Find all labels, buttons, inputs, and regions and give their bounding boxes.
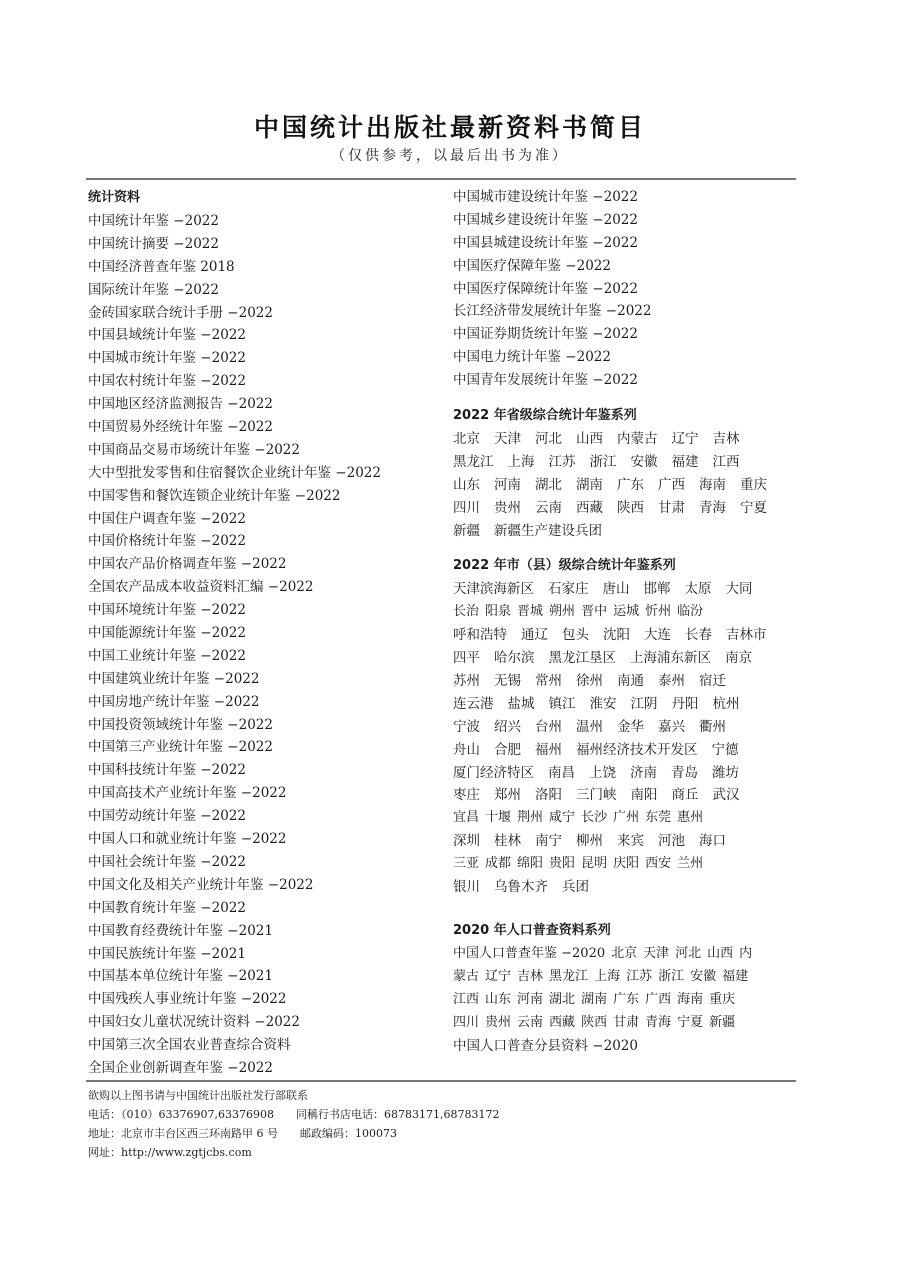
region-name: 福建: [722, 968, 749, 984]
region-row: [453, 716, 803, 739]
left-column: [88, 186, 438, 1080]
list-item: 中国工业统计年鉴 −2022: [88, 647, 246, 664]
region-name: 通辽: [521, 627, 548, 644]
page-subtitle: （仅供参考，以最后出书为准）: [331, 148, 569, 164]
region-name: 长春: [685, 627, 712, 644]
list-item: 中国科技统计年鉴 −2022: [88, 762, 246, 779]
region-name: 河北: [675, 945, 702, 961]
list-item: 中国民族统计年鉴 −2021: [88, 945, 246, 962]
region-row: [453, 739, 803, 762]
region-row: [453, 474, 803, 497]
region-name: 山西: [707, 945, 734, 961]
region-name: 无锡: [494, 673, 521, 690]
list-item: 全国农产品成本收益资料汇编 −2022: [88, 579, 314, 596]
region-name: 山西: [576, 431, 603, 448]
region-name: 海南: [677, 991, 704, 1007]
region-name: 十堰: [485, 810, 512, 826]
list-item: 中国投资领域统计年鉴 −2022: [88, 716, 273, 733]
region-name: 青海: [699, 499, 726, 516]
region-name: 郑州: [494, 787, 521, 804]
region-name: 新疆: [453, 522, 480, 539]
census-series-heading: 2020 年人口普查资料系列: [453, 922, 611, 938]
list-item: 中国城乡建设统计年鉴 −2022: [453, 211, 638, 228]
region-name: 江西: [712, 453, 740, 470]
top-divider: [86, 178, 796, 180]
region-name: 三亚: [453, 856, 480, 872]
right-column: [453, 186, 803, 1057]
region-name: 泰州: [658, 673, 685, 690]
region-name: 黑龙江: [549, 968, 589, 984]
region-name: 大连: [644, 627, 671, 644]
region-name: 衢州: [699, 718, 726, 735]
region-row: [453, 784, 803, 807]
region-row: [453, 1012, 803, 1035]
region-name: 南昌: [548, 764, 575, 781]
list-item: 中国基本单位统计年鉴 −2021: [88, 968, 273, 985]
list-item: 中国统计摘要 −2022: [88, 235, 219, 252]
list-item: 中国城市统计年鉴 −2022: [88, 350, 246, 367]
region-name: 南京: [725, 650, 752, 667]
list-item: 中国电力统计年鉴 −2022: [453, 349, 611, 366]
region-row: [453, 1035, 803, 1058]
list-item: 金砖国家联合统计手册 −2022: [88, 304, 273, 321]
region-name: 湖南: [581, 991, 608, 1007]
region-name: 乌鲁木齐: [494, 879, 548, 896]
region-name: 安徽: [690, 968, 717, 984]
region-name: 江阴: [630, 695, 658, 712]
region-name: 河南: [517, 991, 544, 1007]
region-name: 嘉兴: [658, 718, 685, 735]
region-name: 天津: [494, 431, 521, 448]
list-item: 中国房地产统计年鉴 −2022: [88, 693, 260, 710]
region-name: 四平: [453, 650, 480, 667]
list-item: 中国农产品价格调查年鉴 −2022: [88, 556, 287, 573]
list-item: 中国残疾人事业统计年鉴 −2022: [88, 991, 287, 1008]
region-name: 辽宁: [485, 968, 512, 984]
region-row: [453, 989, 803, 1012]
region-name: 新疆生产建设兵团: [494, 522, 602, 539]
region-name: 蒙古: [453, 968, 480, 984]
list-item: 中国人口和就业统计年鉴 −2022: [88, 831, 287, 848]
region-name: 济南: [630, 764, 657, 781]
list-item: 中国经济普查年鉴 2018: [88, 258, 235, 275]
region-name: 吉林市: [726, 627, 767, 644]
list-item: 中国环境统计年鉴 −2022: [88, 602, 246, 619]
region-name: 宁波: [453, 718, 480, 735]
region-name: 内蒙古: [617, 431, 658, 448]
list-item: 中国教育经费统计年鉴 −2021: [88, 922, 273, 939]
region-name: 宿迁: [699, 673, 726, 690]
list-item: 中国社会统计年鉴 −2022: [88, 853, 246, 870]
region-name: 宜昌: [453, 810, 480, 826]
region-name: 浙江: [658, 968, 685, 984]
region-name: 晋中: [581, 604, 608, 620]
region-name: 石家庄: [548, 581, 589, 598]
list-item: 中国住户调查年鉴 −2022: [88, 510, 246, 527]
region-name: 桂林: [494, 833, 521, 850]
list-item: 大中型批发零售和住宿餐饮企业统计年鉴 −2022: [88, 464, 381, 481]
region-name: 杭州: [712, 695, 740, 712]
region-name: 台州: [535, 718, 562, 735]
region-name: 云南: [535, 499, 562, 516]
region-name: 西安: [645, 856, 672, 872]
region-name: 常州: [535, 673, 562, 690]
region-name: 宁夏: [740, 499, 767, 516]
region-name: 福州经济技术开发区: [576, 741, 698, 758]
region-name: 东莞: [645, 810, 672, 826]
region-row: [453, 693, 803, 716]
address: 地址：北京市丰台区西三环南路甲 6 号: [88, 1127, 278, 1140]
list-item: 中国零售和餐饮连锁企业统计年鉴 −2022: [88, 487, 341, 504]
region-name: 江西: [453, 991, 480, 1007]
region-name: 贵阳: [549, 856, 576, 872]
region-name: 枣庄: [453, 787, 480, 804]
region-name: 宁德: [711, 741, 739, 758]
footer: [88, 1086, 808, 1162]
list-item: 中国证券期货统计年鉴 −2022: [453, 326, 638, 343]
region-name: 临汾: [677, 604, 704, 620]
region-name: 重庆: [740, 476, 767, 493]
region-name: 福建: [671, 453, 699, 470]
region-name: 河池: [658, 833, 685, 850]
region-name: 广州: [613, 810, 640, 826]
region-name: 南宁: [535, 833, 562, 850]
region-name: 哈尔滨: [494, 650, 535, 667]
region-name: 吉林: [517, 968, 544, 984]
region-name: 河北: [535, 431, 562, 448]
region-name: 辽宁: [671, 431, 699, 448]
list-item: 中国商品交易市场统计年鉴 −2022: [88, 441, 300, 458]
contact-note: 欲购以上图书请与中国统计出版社发行部联系: [88, 1089, 308, 1102]
region-name: 武汉: [712, 787, 740, 804]
region-name: 合肥: [494, 741, 521, 758]
region-name: 厦门经济特区: [453, 764, 534, 781]
region-name: 四川: [453, 1014, 480, 1030]
region-name: 徐州: [576, 673, 603, 690]
region-name: 绵阳: [517, 856, 544, 872]
region-name: 上饶: [589, 764, 616, 781]
region-name: 广西: [645, 991, 672, 1007]
list-item: 中国劳动统计年鉴 −2022: [88, 808, 246, 825]
region-name: 陕西: [617, 499, 644, 516]
region-name: 盐城: [507, 695, 535, 712]
region-row: [453, 876, 803, 899]
list-item: 中国农村统计年鉴 −2022: [88, 373, 246, 390]
provincial-series-list: [453, 428, 803, 542]
phone-number: 电话：（010）63376907,63376908: [88, 1108, 274, 1121]
list-item: 中国青年发展统计年鉴 −2022: [453, 372, 638, 389]
region-name: 洛阳: [535, 787, 562, 804]
list-item: 中国县城建设统计年鉴 −2022: [453, 234, 638, 251]
region-name: 天津: [643, 945, 670, 961]
region-name: 上海: [594, 968, 621, 984]
region-name: 陕西: [581, 1014, 608, 1030]
region-name: 山东: [485, 991, 512, 1007]
region-name: 江苏: [626, 968, 653, 984]
region-row: [453, 520, 803, 543]
region-name: 包头: [562, 627, 589, 644]
region-name: 苏州: [453, 673, 480, 690]
region-name: 潍坊: [712, 764, 739, 781]
region-name: 贵州: [494, 499, 521, 516]
region-row: [453, 762, 803, 785]
region-name: 广东: [617, 476, 644, 493]
list-item: 长江经济带发展统计年鉴 −2022: [453, 303, 652, 320]
region-name: 甘肃: [658, 499, 685, 516]
region-name: 云南: [517, 1014, 544, 1030]
region-name: 荆州: [517, 810, 544, 826]
region-name: 忻州: [645, 604, 672, 620]
region-name: 舟山: [453, 741, 480, 758]
region-name: 南阳: [630, 787, 658, 804]
region-name: 成都: [485, 856, 512, 872]
website: 网址：http://www.zgtjcbs.com: [88, 1146, 252, 1159]
list-item: 中国医疗保障年鉴 −2022: [453, 257, 611, 274]
region-name: 甘肃: [613, 1014, 640, 1030]
region-name: 朔州: [549, 604, 576, 620]
region-name: 丹阳: [671, 695, 699, 712]
region-name: 北京: [611, 945, 638, 961]
region-row: [453, 451, 803, 474]
region-name: 浙江: [589, 453, 617, 470]
region-row: [453, 497, 803, 520]
statistics-book-list: [88, 210, 438, 1080]
region-name: 三门峡: [576, 787, 617, 804]
region-name: 上海: [507, 453, 535, 470]
region-name: 惠州: [677, 810, 704, 826]
region-name: 唐山: [602, 581, 630, 598]
postcode: 邮政编码：100073: [300, 1127, 397, 1140]
region-name: 重庆: [709, 991, 736, 1007]
region-name: 青海: [645, 1014, 672, 1030]
region-name: 海口: [699, 833, 726, 850]
region-name: 海南: [699, 476, 726, 493]
region-name: 兵团: [562, 879, 589, 896]
region-name: 新疆: [709, 1014, 736, 1030]
region-name: 绍兴: [494, 718, 521, 735]
region-name: 沈阳: [603, 627, 630, 644]
region-row: [453, 670, 803, 693]
region-name: 宁夏: [677, 1014, 704, 1030]
region-name: 长沙: [581, 810, 608, 826]
page-title: 中国统计出版社最新资料书简目: [253, 113, 646, 142]
list-item: 中国高技术产业统计年鉴 −2022: [88, 785, 287, 802]
list-item: 中国价格统计年鉴 −2022: [88, 533, 246, 550]
region-name: 商丘: [671, 787, 699, 804]
region-name: 连云港: [453, 695, 494, 712]
region-name: 呼和浩特: [453, 627, 507, 644]
list-item: 中国第三产业统计年鉴 −2022: [88, 739, 273, 756]
region-row: [453, 578, 803, 601]
region-name: 运城: [613, 604, 640, 620]
region-row: [453, 807, 803, 830]
region-name: 上海浦东新区: [630, 650, 711, 667]
bottom-divider: [86, 1080, 796, 1082]
region-name: 金华: [617, 718, 644, 735]
region-name: 庆阳: [613, 856, 640, 872]
list-item: 中国能源统计年鉴 −2022: [88, 625, 246, 642]
region-name: 西藏: [549, 1014, 576, 1030]
region-name: 福州: [535, 741, 562, 758]
region-name: 晋城: [517, 604, 544, 620]
region-name: 内: [739, 945, 753, 961]
list-item: 全国企业创新调查年鉴 −2022: [88, 1059, 273, 1076]
census-series-list: [453, 943, 803, 1057]
region-name: 四川: [453, 499, 480, 516]
region-name: 广东: [613, 991, 640, 1007]
region-name: 深圳: [453, 833, 480, 850]
region-row: [453, 647, 803, 670]
city-series-list: [453, 578, 803, 898]
region-name: 江苏: [548, 453, 576, 470]
region-name: 阳泉: [485, 604, 512, 620]
region-row: [453, 428, 803, 451]
region-name: 贵州: [485, 1014, 512, 1030]
city-series-heading: 2022 年市（县）级综合统计年鉴系列: [453, 558, 676, 574]
region-row: [453, 853, 803, 876]
region-name: 中国人口普查分县资料 −2020: [453, 1037, 638, 1054]
bookstore-phone: 同稱行书店电话：68783171,68783172: [295, 1108, 500, 1121]
region-name: 淮安: [589, 695, 617, 712]
region-name: 南通: [617, 673, 644, 690]
region-name: 河南: [494, 476, 521, 493]
region-name: 广西: [658, 476, 685, 493]
list-item: 中国城市建设统计年鉴 −2022: [453, 189, 638, 205]
region-row: [453, 624, 803, 647]
region-name: 邯郸: [643, 581, 671, 598]
region-name: 安徽: [630, 453, 658, 470]
list-item: 中国教育统计年鉴 −2022: [88, 899, 246, 916]
list-item: 中国贸易外经统计年鉴 −2022: [88, 419, 273, 436]
region-name: 温州: [576, 718, 603, 735]
region-name: 咸宁: [549, 810, 576, 826]
region-name: 西藏: [576, 499, 603, 516]
region-name: 大同: [725, 581, 753, 598]
list-item: 中国妇女儿童状况统计资料 −2022: [88, 1014, 300, 1031]
region-name: 太原: [684, 581, 712, 598]
region-name: 昆明: [581, 856, 608, 872]
region-name: 山东: [453, 476, 480, 493]
list-item: 中国第三次全国农业普查综合资料: [88, 1037, 291, 1054]
region-name: 来宾: [617, 833, 644, 850]
region-name: 中国人口普查年鉴 −2020: [453, 945, 606, 961]
list-item: 中国文化及相关产业统计年鉴 −2022: [88, 876, 314, 893]
region-name: 湖北: [535, 476, 562, 493]
list-item: 中国建筑业统计年鉴 −2022: [88, 670, 260, 687]
region-row: [453, 966, 803, 989]
region-name: 黑龙江垦区: [548, 650, 616, 667]
region-row: [453, 830, 803, 853]
region-row: [453, 601, 803, 624]
region-name: 北京: [453, 431, 480, 448]
region-name: 湖南: [576, 476, 603, 493]
list-item: 中国县域统计年鉴 −2022: [88, 327, 246, 344]
region-name: 银川: [453, 879, 480, 896]
region-name: 天津滨海新区: [453, 581, 534, 598]
region-row: [453, 943, 803, 966]
region-name: 湖北: [549, 991, 576, 1007]
list-item: 中国地区经济监测报告 −2022: [88, 396, 273, 413]
list-item: 国际统计年鉴 −2022: [88, 281, 219, 298]
region-name: 长治: [453, 604, 480, 620]
list-item: 中国医疗保障统计年鉴 −2022: [453, 280, 638, 297]
region-name: 黑龙江: [453, 453, 494, 470]
provincial-series-heading: 2022 年省级综合统计年鉴系列: [453, 408, 637, 424]
region-name: 青岛: [671, 764, 698, 781]
region-name: 兰州: [677, 856, 704, 872]
yearbook-list: [453, 186, 803, 392]
list-item: 中国统计年鉴 −2022: [88, 213, 219, 229]
region-name: 吉林: [712, 431, 740, 448]
region-name: 柳州: [576, 833, 603, 850]
region-name: 镇江: [548, 695, 576, 712]
statistics-heading: 统计资料: [88, 190, 141, 205]
